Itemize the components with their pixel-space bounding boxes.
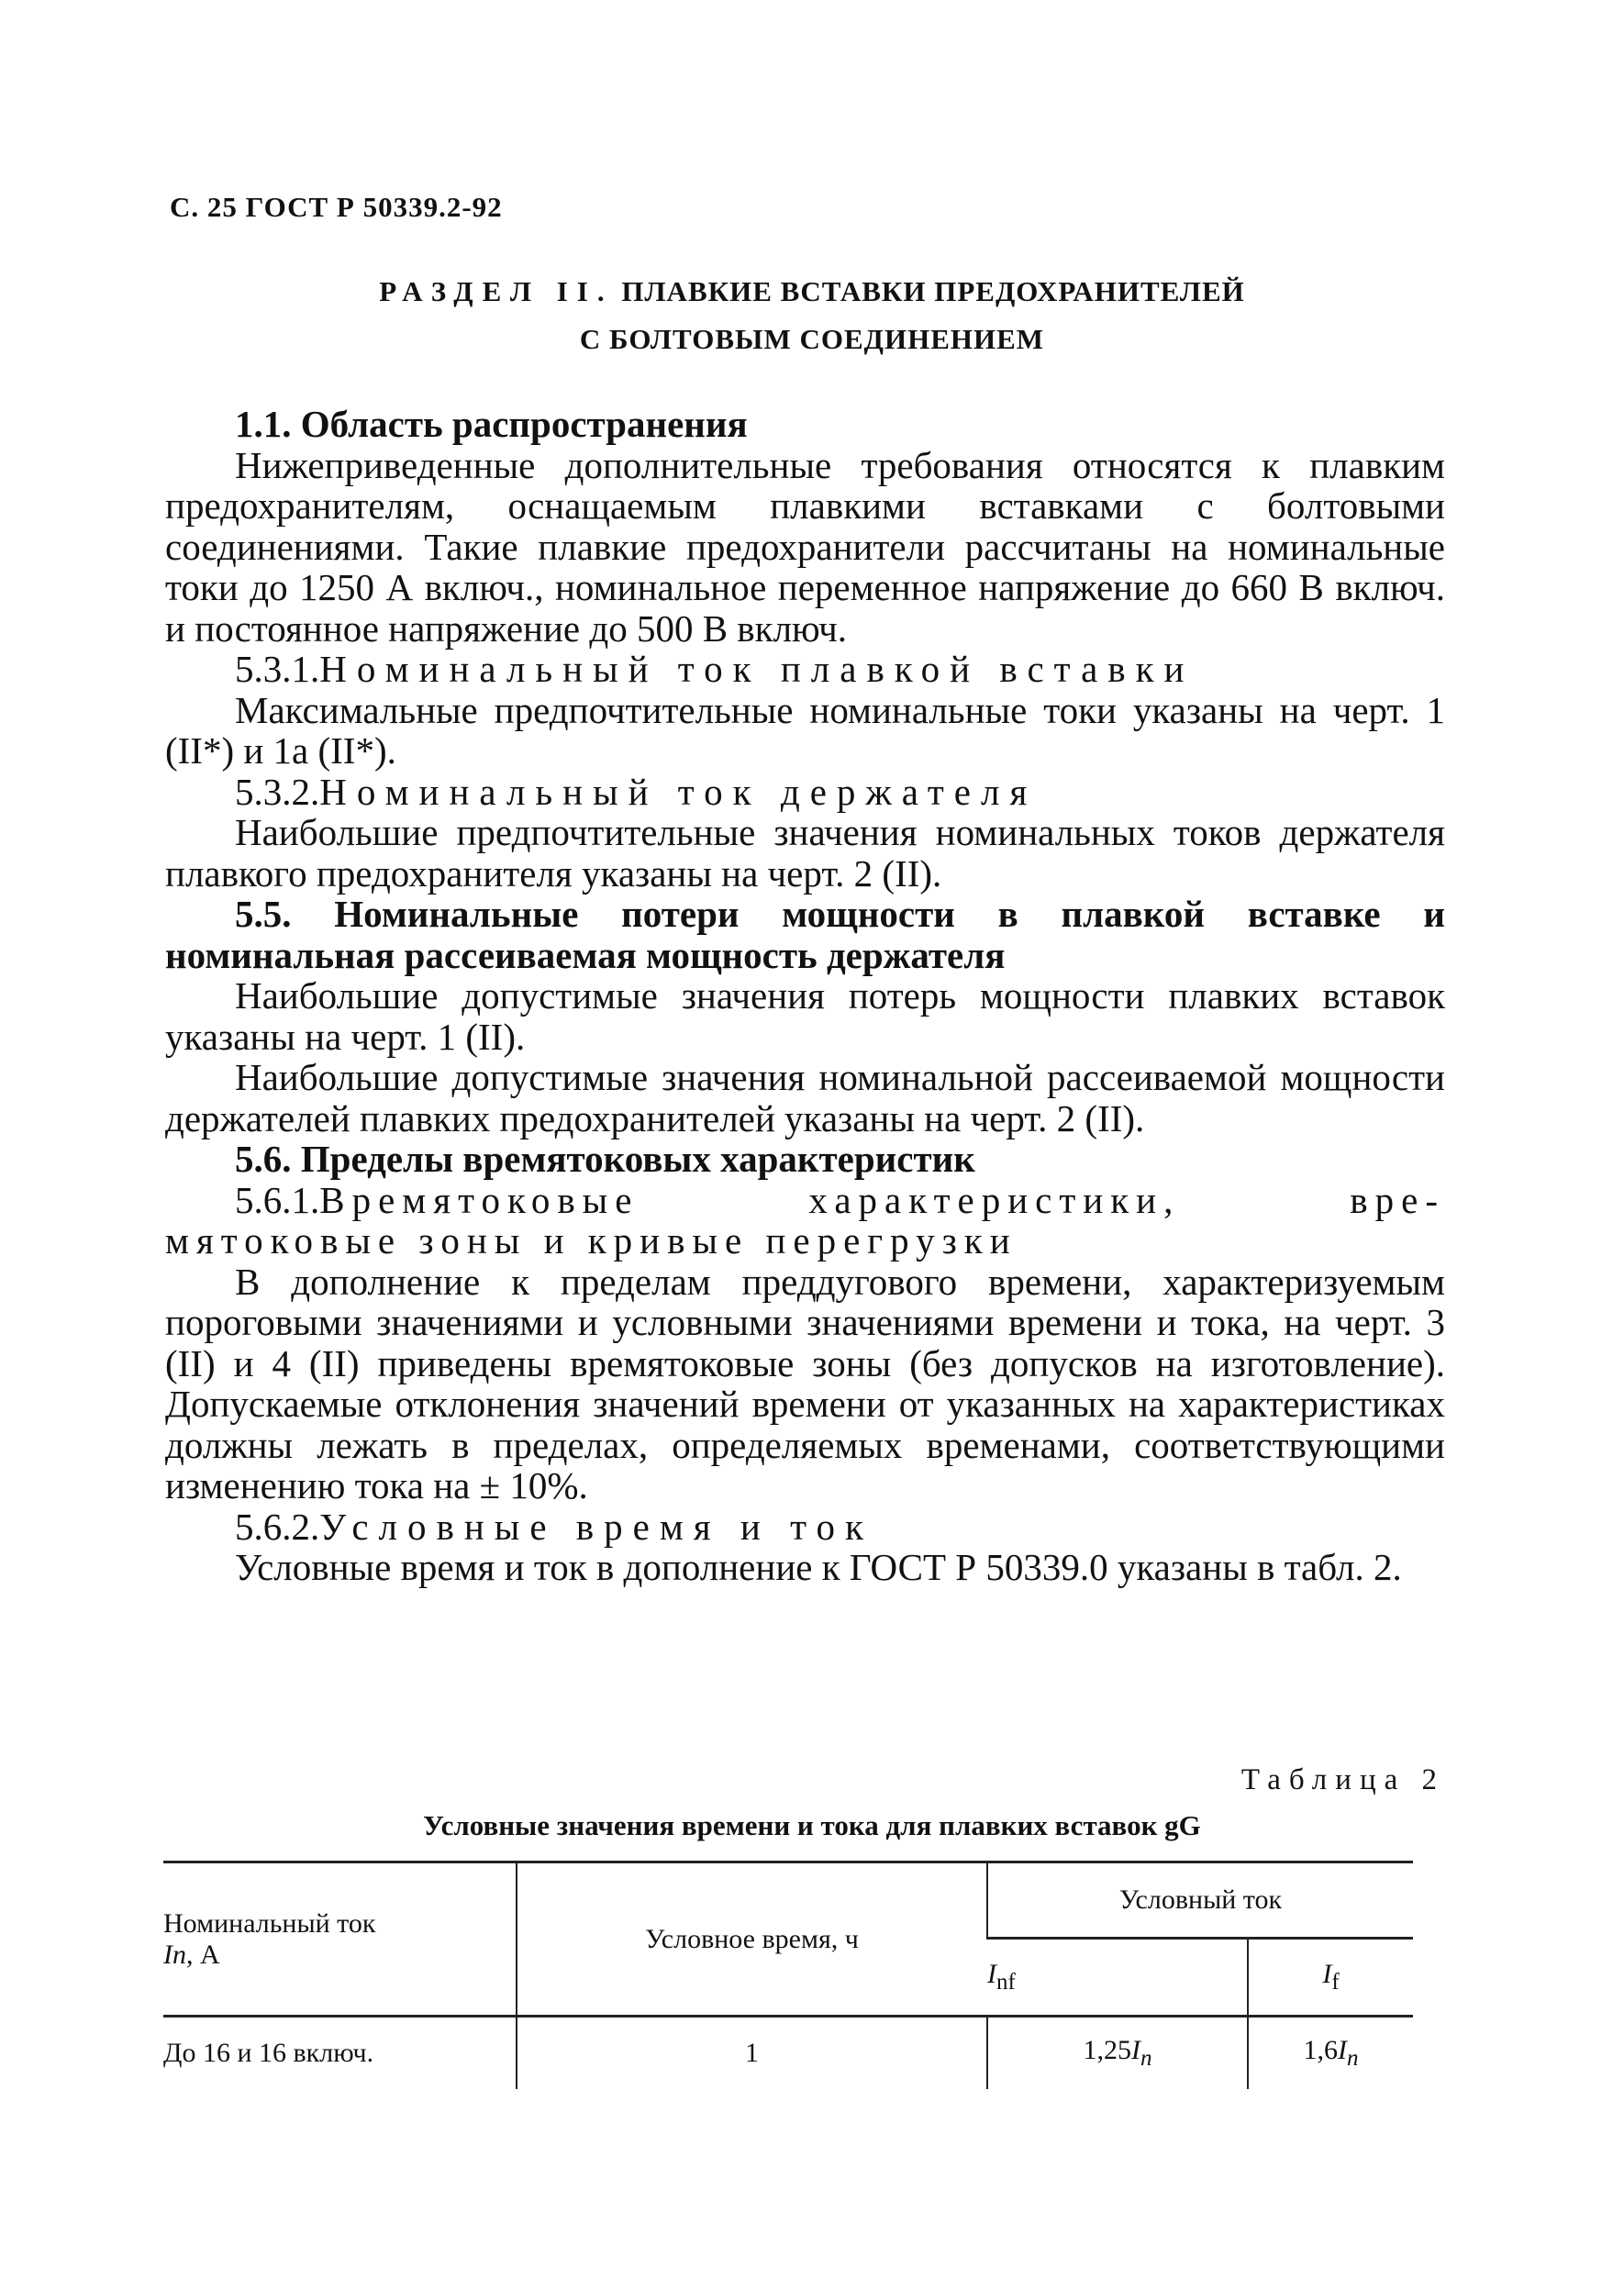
header-inf: $I_{nf}$	[987, 1939, 1248, 2017]
paragraph-5-3-1: Максимальные предпочтительные номинальные токи указаны на черт. 1 (II*) и 1а (II*).	[165, 688, 1445, 772]
paragraph-5-5-b: Наибольшие допустимые значения номинальной рассеиваемой мощности держателей плавких предохранителей указаны на черт. 2 (II).	[165, 1056, 1445, 1139]
heading-5-6-2	[165, 1506, 1445, 1548]
header-rated-current	[163, 1862, 517, 2017]
section-heading: Времятоковые характеристики, вре-	[319, 1178, 1445, 1221]
section-number: 5.6.1.	[235, 1178, 320, 1221]
paragraph-5-6-1: В дополнение к пределам преддугового времени, характеризуемым пороговыми значениями и условными значениями времени и тока, на черт. 3 (II) и 4 (II) приведены времятоковые зоны (без допусков на изготовление). Допускаемые отклонения значений времени от указанных на характеристиках должны лежать в пределах, определяемых временами, соответствующими изменению тока на ± 10%.	[165, 1260, 1445, 1506]
section-title-text: ПЛАВКИЕ ВСТАВКИ ПРЕДОХРАНИТЕЛЕЙ	[621, 275, 1245, 307]
paragraph-1-1: Нижеприведенные дополнительные требования относятся к плавким предохранителям, оснащаемым плавкими вставками с болтовыми соединениями. Такие плавкие предохранители рассчитаны на номинальные токи до 1250 А включ., номинальное переменное напряжение до 660 В включ. и постоянное напряжение до 500 В включ.	[165, 443, 1445, 650]
table-title: Условные значения времени и тока для плавких вставок gG	[423, 1809, 1201, 1841]
table-row	[163, 2017, 1413, 2090]
heading-5-3-1	[165, 649, 1445, 690]
heading-5-6: 5.6. Пределы времятоковых характеристик	[235, 1138, 975, 1180]
section-title-line2: С БОЛТОВЫМ СОЕДИНЕНИЕМ	[579, 323, 1045, 355]
section-title-line1	[165, 275, 1459, 308]
header-if: $I_f$	[1248, 1939, 1413, 2017]
table-caption: Таблица 2	[1240, 1763, 1445, 1796]
section-number: 5.3.1.	[235, 648, 320, 690]
cell-inf: $1,25I_n$	[987, 2017, 1248, 2090]
page-header: С. 25 ГОСТ Р 50339.2-92	[170, 191, 503, 223]
section-heading: Номинальный ток плавкой вставки	[319, 648, 1195, 690]
header-rated-current-label: Номинальный ток	[163, 1907, 376, 1939]
section-number: 5.3.2.	[235, 770, 320, 813]
heading-5-6-1-line2: мятоковые зоны и кривые перегрузки	[165, 1219, 1018, 1262]
cell-rated: До 16 и 16 включ.	[163, 2017, 517, 2090]
paragraph-5-5-a: Наибольшие допустимые значения потерь мощности плавких вставок указаны на черт. 1 (II).	[165, 974, 1445, 1058]
header-conventional-current: Условный ток	[987, 1862, 1413, 1939]
heading-5-6-1-line1	[165, 1180, 1445, 1221]
paragraph-5-3-2: Наибольшие предпочтительные значения номинальных токов держателя плавкого предохранителя указаны на черт. 2 (II).	[165, 811, 1445, 895]
section-number: 5.6.2.	[235, 1505, 320, 1548]
paragraph-5-6-2: Условные время и ток в дополнение к ГОСТ Р 50339.0 указаны в табл. 2.	[235, 1546, 1402, 1588]
header-conventional-time: Условное время, ч	[517, 1862, 987, 2017]
cell-if: $1,6I_n$	[1248, 2017, 1413, 2090]
header-rated-current-symbol: In, А	[163, 1939, 220, 1970]
section-prefix: РАЗДЕЛ II.	[379, 275, 614, 307]
heading-5-3-2	[165, 772, 1445, 813]
table-2	[163, 1861, 1413, 2089]
section-heading: Номинальный ток держателя	[319, 770, 1038, 813]
cell-time: 1	[517, 2017, 987, 2090]
section-heading: Условные время и ток	[319, 1505, 873, 1548]
body-text	[165, 404, 1445, 1588]
heading-1-1: 1.1. Область распространения	[235, 403, 748, 445]
heading-5-5: 5.5. Номинальные потери мощности в плавкой вставке и номинальная рассеиваемая мощность держателя	[165, 893, 1445, 976]
